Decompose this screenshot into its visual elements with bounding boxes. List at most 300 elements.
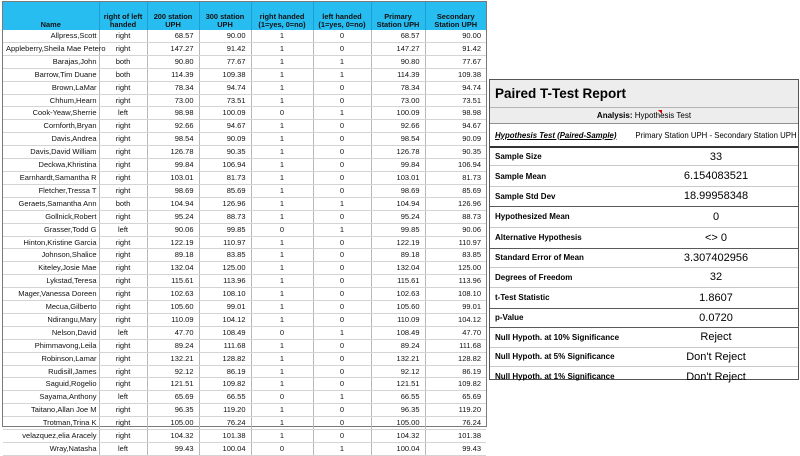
cell-name[interactable]: velazquez,elia Aracely: [3, 430, 99, 443]
cell-secondary-station-uph[interactable]: 126.96: [425, 197, 486, 210]
col-header-left-handed[interactable]: left handed (1=yes, 0=no): [313, 2, 371, 30]
cell-right-handed[interactable]: 0: [251, 326, 313, 339]
cell-handedness[interactable]: left: [99, 107, 147, 120]
cell-200-station-uph[interactable]: 103.01: [147, 171, 199, 184]
cell-200-station-uph[interactable]: 98.69: [147, 184, 199, 197]
cell-right-handed[interactable]: 1: [251, 94, 313, 107]
cell-primary-station-uph[interactable]: 114.39: [371, 68, 425, 81]
cell-handedness[interactable]: right: [99, 146, 147, 159]
cell-right-handed[interactable]: 1: [251, 68, 313, 81]
table-row: [3, 107, 486, 120]
report-row-null-5pct: [490, 348, 798, 368]
cell-right-handed[interactable]: 1: [251, 288, 313, 301]
cell-right-handed[interactable]: 0: [251, 107, 313, 120]
cell-primary-station-uph[interactable]: 105.00: [371, 417, 425, 430]
cell-secondary-station-uph[interactable]: 110.97: [425, 236, 486, 249]
cell-handedness[interactable]: right: [99, 81, 147, 94]
cell-primary-station-uph[interactable]: 92.12: [371, 365, 425, 378]
cell-name[interactable]: Trotman,Trina K: [3, 417, 99, 430]
cell-right-handed[interactable]: 1: [251, 197, 313, 210]
report-row-value[interactable]: 33: [709, 150, 723, 163]
cell-handedness[interactable]: right: [99, 236, 147, 249]
cell-primary-station-uph[interactable]: 89.18: [371, 249, 425, 262]
cell-secondary-station-uph[interactable]: 111.68: [425, 339, 486, 352]
cell-left-handed[interactable]: 0: [313, 171, 371, 184]
cell-left-handed[interactable]: 0: [313, 159, 371, 172]
cell-handedness[interactable]: right: [99, 417, 147, 430]
cell-secondary-station-uph[interactable]: 90.06: [425, 223, 486, 236]
cell-200-station-uph[interactable]: 73.00: [147, 94, 199, 107]
cell-300-station-uph[interactable]: 104.12: [199, 313, 251, 326]
cell-200-station-uph[interactable]: 115.61: [147, 275, 199, 288]
cell-right-handed[interactable]: 0: [251, 223, 313, 236]
cell-right-handed[interactable]: 1: [251, 184, 313, 197]
cell-secondary-station-uph[interactable]: 113.96: [425, 275, 486, 288]
cell-200-station-uph[interactable]: 132.21: [147, 352, 199, 365]
table-row: [3, 288, 486, 301]
cell-200-station-uph[interactable]: 96.35: [147, 404, 199, 417]
report-row-sample-size: [490, 148, 798, 166]
cell-name[interactable]: Johnson,Shalice: [3, 249, 99, 262]
report-row-value[interactable]: 6.154083521: [683, 170, 749, 182]
cell-300-station-uph[interactable]: 108.49: [199, 326, 251, 339]
cell-name[interactable]: Chhum,Hearn: [3, 94, 99, 107]
cell-300-station-uph[interactable]: 81.73: [199, 171, 251, 184]
cell-handedness[interactable]: both: [99, 68, 147, 81]
col-header-primary-station-uph[interactable]: Primary Station UPH: [371, 2, 425, 30]
cell-handedness[interactable]: right: [99, 94, 147, 107]
cell-primary-station-uph[interactable]: 100.09: [371, 107, 425, 120]
cell-300-station-uph[interactable]: 110.97: [199, 236, 251, 249]
cell-right-handed[interactable]: 0: [251, 443, 313, 456]
cell-200-station-uph[interactable]: 104.32: [147, 430, 199, 443]
cell-200-station-uph[interactable]: 92.12: [147, 365, 199, 378]
cell-200-station-uph[interactable]: 110.09: [147, 313, 199, 326]
cell-name[interactable]: Phimmavong,Leila: [3, 339, 99, 352]
col-header-name[interactable]: Name: [3, 2, 99, 30]
cell-200-station-uph[interactable]: 102.63: [147, 288, 199, 301]
cell-secondary-station-uph[interactable]: 104.12: [425, 313, 486, 326]
cell-right-handed[interactable]: 1: [251, 378, 313, 391]
cell-secondary-station-uph[interactable]: 86.19: [425, 365, 486, 378]
cell-secondary-station-uph[interactable]: 99.01: [425, 301, 486, 314]
cell-secondary-station-uph[interactable]: 88.73: [425, 210, 486, 223]
analysis-value[interactable]: Hypothesis Test: [634, 111, 692, 120]
cell-handedness[interactable]: right: [99, 133, 147, 146]
cell-left-handed[interactable]: 0: [313, 94, 371, 107]
cell-right-handed[interactable]: 1: [251, 120, 313, 133]
cell-left-handed[interactable]: 1: [313, 107, 371, 120]
cell-secondary-station-uph[interactable]: 65.69: [425, 391, 486, 404]
table-row: [3, 210, 486, 223]
cell-handedness[interactable]: right: [99, 404, 147, 417]
cell-handedness[interactable]: right: [99, 365, 147, 378]
cell-secondary-station-uph[interactable]: 90.09: [425, 133, 486, 146]
cell-handedness[interactable]: left: [99, 391, 147, 404]
cell-left-handed[interactable]: 0: [313, 288, 371, 301]
cell-secondary-station-uph[interactable]: 77.67: [425, 55, 486, 68]
cell-300-station-uph[interactable]: 91.42: [199, 42, 251, 55]
header-value[interactable]: Primary Station UPH - Secondary Station UPH: [635, 130, 797, 140]
cell-200-station-uph[interactable]: 98.54: [147, 133, 199, 146]
cell-300-station-uph[interactable]: 108.10: [199, 288, 251, 301]
cell-200-station-uph[interactable]: 105.00: [147, 417, 199, 430]
cell-200-station-uph[interactable]: 104.94: [147, 197, 199, 210]
cell-right-handed[interactable]: 1: [251, 133, 313, 146]
cell-name[interactable]: Mager,Vanessa Doreen: [3, 288, 99, 301]
cell-right-handed[interactable]: 1: [251, 210, 313, 223]
cell-primary-station-uph[interactable]: 89.24: [371, 339, 425, 352]
cell-handedness[interactable]: right: [99, 42, 147, 55]
cell-primary-station-uph[interactable]: 108.49: [371, 326, 425, 339]
cell-right-handed[interactable]: 1: [251, 249, 313, 262]
col-header-right-handed[interactable]: right handed (1=yes, 0=no): [251, 2, 313, 30]
cell-primary-station-uph[interactable]: 104.32: [371, 430, 425, 443]
cell-name[interactable]: Wray,Natasha: [3, 443, 99, 456]
cell-200-station-uph[interactable]: 90.06: [147, 223, 199, 236]
cell-handedness[interactable]: right: [99, 171, 147, 184]
cell-right-handed[interactable]: 1: [251, 42, 313, 55]
cell-primary-station-uph[interactable]: 68.57: [371, 30, 425, 42]
cell-200-station-uph[interactable]: 68.57: [147, 30, 199, 42]
cell-secondary-station-uph[interactable]: 109.82: [425, 378, 486, 391]
cell-left-handed[interactable]: 1: [313, 443, 371, 456]
cell-handedness[interactable]: right: [99, 301, 147, 314]
report-row-label: Standard Error of Mean: [495, 253, 584, 263]
cell-primary-station-uph[interactable]: 121.51: [371, 378, 425, 391]
cell-primary-station-uph[interactable]: 100.04: [371, 443, 425, 456]
cell-primary-station-uph[interactable]: 90.80: [371, 55, 425, 68]
cell-right-handed[interactable]: 1: [251, 171, 313, 184]
cell-right-handed[interactable]: 1: [251, 301, 313, 314]
cell-left-handed[interactable]: 1: [313, 68, 371, 81]
cell-right-handed[interactable]: 1: [251, 430, 313, 443]
cell-left-handed[interactable]: 0: [313, 236, 371, 249]
cell-primary-station-uph[interactable]: 147.27: [371, 42, 425, 55]
cell-primary-station-uph[interactable]: 78.34: [371, 81, 425, 94]
cell-name[interactable]: Gollnick,Robert: [3, 210, 99, 223]
cell-handedness[interactable]: left: [99, 443, 147, 456]
cell-300-station-uph[interactable]: 94.74: [199, 81, 251, 94]
cell-200-station-uph[interactable]: 92.66: [147, 120, 199, 133]
cell-left-handed[interactable]: 0: [313, 30, 371, 42]
cell-primary-station-uph[interactable]: 92.66: [371, 120, 425, 133]
cell-primary-station-uph[interactable]: 132.04: [371, 262, 425, 275]
cell-primary-station-uph[interactable]: 122.19: [371, 236, 425, 249]
cell-name[interactable]: Davis,Andrea: [3, 133, 99, 146]
cell-name[interactable]: Sayama,Anthony: [3, 391, 99, 404]
cell-left-handed[interactable]: 0: [313, 417, 371, 430]
cell-left-handed[interactable]: 1: [313, 391, 371, 404]
cell-secondary-station-uph[interactable]: 85.69: [425, 184, 486, 197]
report-row-value[interactable]: 3.307402956: [683, 251, 749, 264]
cell-name[interactable]: Robinson,Lamar: [3, 352, 99, 365]
cell-handedness[interactable]: right: [99, 184, 147, 197]
cell-right-handed[interactable]: 1: [251, 352, 313, 365]
cell-300-station-uph[interactable]: 90.35: [199, 146, 251, 159]
report-row-value[interactable]: <> 0: [704, 231, 728, 244]
cell-primary-station-uph[interactable]: 98.54: [371, 133, 425, 146]
cell-primary-station-uph[interactable]: 132.21: [371, 352, 425, 365]
table-row: [3, 443, 486, 456]
cell-primary-station-uph[interactable]: 105.60: [371, 301, 425, 314]
cell-primary-station-uph[interactable]: 96.35: [371, 404, 425, 417]
cell-left-handed[interactable]: 0: [313, 365, 371, 378]
table-row: [3, 30, 486, 42]
cell-300-station-uph[interactable]: 111.68: [199, 339, 251, 352]
cell-200-station-uph[interactable]: 99.84: [147, 159, 199, 172]
cell-name[interactable]: Earnhardt,Samantha R: [3, 171, 99, 184]
cell-200-station-uph[interactable]: 99.43: [147, 443, 199, 456]
cell-300-station-uph[interactable]: 90.00: [199, 30, 251, 42]
cell-name[interactable]: Appleberry,Sheila Mae Petero: [3, 42, 99, 55]
cell-300-station-uph[interactable]: 128.82: [199, 352, 251, 365]
cell-left-handed[interactable]: 1: [313, 197, 371, 210]
cell-300-station-uph[interactable]: 100.09: [199, 107, 251, 120]
cell-handedness[interactable]: right: [99, 339, 147, 352]
cell-right-handed[interactable]: 1: [251, 275, 313, 288]
cell-300-station-uph[interactable]: 106.94: [199, 159, 251, 172]
report-title: Paired T-Test Report: [490, 80, 798, 108]
table-row: [3, 301, 486, 314]
cell-300-station-uph[interactable]: 66.55: [199, 391, 251, 404]
cell-left-handed[interactable]: 0: [313, 275, 371, 288]
cell-left-handed[interactable]: 1: [313, 223, 371, 236]
cell-secondary-station-uph[interactable]: 73.51: [425, 94, 486, 107]
cell-secondary-station-uph[interactable]: 101.38: [425, 430, 486, 443]
cell-handedness[interactable]: right: [99, 210, 147, 223]
cell-left-handed[interactable]: 0: [313, 339, 371, 352]
cell-200-station-uph[interactable]: 122.19: [147, 236, 199, 249]
cell-name[interactable]: Davis,David William: [3, 146, 99, 159]
cell-primary-station-uph[interactable]: 99.85: [371, 223, 425, 236]
cell-left-handed[interactable]: 0: [313, 249, 371, 262]
cell-secondary-station-uph[interactable]: 90.35: [425, 146, 486, 159]
cell-secondary-station-uph[interactable]: 106.94: [425, 159, 486, 172]
cell-handedness[interactable]: left: [99, 326, 147, 339]
cell-name[interactable]: Brown,LaMar: [3, 81, 99, 94]
cell-name[interactable]: Rudisill,James: [3, 365, 99, 378]
cell-name[interactable]: Fletcher,Tressa T: [3, 184, 99, 197]
cell-right-handed[interactable]: 1: [251, 417, 313, 430]
cell-300-station-uph[interactable]: 85.69: [199, 184, 251, 197]
report-row-value[interactable]: 0: [712, 210, 720, 223]
cell-200-station-uph[interactable]: 105.60: [147, 301, 199, 314]
cell-right-handed[interactable]: 1: [251, 339, 313, 352]
cell-name[interactable]: Grasser,Todd G: [3, 223, 99, 236]
report-row-value[interactable]: 1.8607: [699, 291, 733, 304]
table-row: [3, 159, 486, 172]
cell-secondary-station-uph[interactable]: 83.85: [425, 249, 486, 262]
cell-300-station-uph[interactable]: 77.67: [199, 55, 251, 68]
cell-name[interactable]: Kiteley,Josie Mae: [3, 262, 99, 275]
cell-handedness[interactable]: both: [99, 197, 147, 210]
cell-200-station-uph[interactable]: 89.18: [147, 249, 199, 262]
cell-secondary-station-uph[interactable]: 94.74: [425, 81, 486, 94]
col-header-secondary-station-uph[interactable]: Secondary Station UPH: [425, 2, 486, 30]
cell-secondary-station-uph[interactable]: 99.43: [425, 443, 486, 456]
cell-200-station-uph[interactable]: 95.24: [147, 210, 199, 223]
cell-left-handed[interactable]: 0: [313, 313, 371, 326]
cell-handedness[interactable]: right: [99, 120, 147, 133]
col-header-200-station-uph[interactable]: 200 station UPH: [147, 2, 199, 30]
cell-200-station-uph[interactable]: 121.51: [147, 378, 199, 391]
cell-handedness[interactable]: right: [99, 275, 147, 288]
cell-300-station-uph[interactable]: 73.51: [199, 94, 251, 107]
cell-200-station-uph[interactable]: 47.70: [147, 326, 199, 339]
cell-left-handed[interactable]: 0: [313, 378, 371, 391]
cell-handedness[interactable]: right: [99, 262, 147, 275]
report-row-value[interactable]: 0.0720: [699, 311, 733, 324]
report-row-value[interactable]: 18.99958348: [683, 190, 749, 203]
cell-300-station-uph[interactable]: 99.85: [199, 223, 251, 236]
cell-primary-station-uph[interactable]: 126.78: [371, 146, 425, 159]
cell-name[interactable]: Saguid,Rogelio: [3, 378, 99, 391]
cell-left-handed[interactable]: 0: [313, 430, 371, 443]
cell-right-handed[interactable]: 0: [251, 391, 313, 404]
comment-flag-icon[interactable]: [658, 110, 662, 114]
cell-secondary-station-uph[interactable]: 125.00: [425, 262, 486, 275]
cell-primary-station-uph[interactable]: 103.01: [371, 171, 425, 184]
cell-handedness[interactable]: right: [99, 30, 147, 42]
report-row-value[interactable]: Don't Reject: [686, 350, 746, 363]
cell-300-station-uph[interactable]: 126.96: [199, 197, 251, 210]
cell-right-handed[interactable]: 1: [251, 365, 313, 378]
cell-primary-station-uph[interactable]: 66.55: [371, 391, 425, 404]
cell-right-handed[interactable]: 1: [251, 313, 313, 326]
col-header-300-station-uph[interactable]: 300 station UPH: [199, 2, 251, 30]
cell-secondary-station-uph[interactable]: 81.73: [425, 171, 486, 184]
cell-200-station-uph[interactable]: 89.24: [147, 339, 199, 352]
cell-secondary-station-uph[interactable]: 47.70: [425, 326, 486, 339]
cell-300-station-uph[interactable]: 99.01: [199, 301, 251, 314]
cell-left-handed[interactable]: 1: [313, 55, 371, 68]
cell-handedness[interactable]: right: [99, 430, 147, 443]
table-row: [3, 326, 486, 339]
cell-left-handed[interactable]: 0: [313, 184, 371, 197]
cell-secondary-station-uph[interactable]: 109.38: [425, 68, 486, 81]
cell-secondary-station-uph[interactable]: 90.00: [425, 30, 486, 42]
cell-name[interactable]: Hinton,Kristine Garcia: [3, 236, 99, 249]
cell-primary-station-uph[interactable]: 98.69: [371, 184, 425, 197]
cell-300-station-uph[interactable]: 119.20: [199, 404, 251, 417]
cell-right-handed[interactable]: 1: [251, 81, 313, 94]
cell-300-station-uph[interactable]: 109.38: [199, 68, 251, 81]
cell-200-station-uph[interactable]: 90.80: [147, 55, 199, 68]
cell-right-handed[interactable]: 1: [251, 146, 313, 159]
cell-handedness[interactable]: right: [99, 313, 147, 326]
cell-handedness[interactable]: right: [99, 249, 147, 262]
col-header-handedness[interactable]: right of left handed: [99, 2, 147, 30]
cell-secondary-station-uph[interactable]: 108.10: [425, 288, 486, 301]
cell-secondary-station-uph[interactable]: 76.24: [425, 417, 486, 430]
cell-300-station-uph[interactable]: 94.67: [199, 120, 251, 133]
cell-right-handed[interactable]: 1: [251, 159, 313, 172]
cell-primary-station-uph[interactable]: 110.09: [371, 313, 425, 326]
cell-name[interactable]: Lykstad,Teresa: [3, 275, 99, 288]
cell-secondary-station-uph[interactable]: 119.20: [425, 404, 486, 417]
table-row: [3, 339, 486, 352]
cell-left-handed[interactable]: 0: [313, 210, 371, 223]
cell-handedness[interactable]: right: [99, 378, 147, 391]
cell-300-station-uph[interactable]: 125.00: [199, 262, 251, 275]
report-row-value[interactable]: Don't Reject: [686, 370, 746, 383]
cell-200-station-uph[interactable]: 114.39: [147, 68, 199, 81]
cell-200-station-uph[interactable]: 98.98: [147, 107, 199, 120]
cell-handedness[interactable]: right: [99, 288, 147, 301]
cell-right-handed[interactable]: 1: [251, 236, 313, 249]
cell-name[interactable]: Allpress,Scott: [3, 30, 99, 42]
cell-200-station-uph[interactable]: 78.34: [147, 81, 199, 94]
cell-200-station-uph[interactable]: 126.78: [147, 146, 199, 159]
cell-200-station-uph[interactable]: 132.04: [147, 262, 199, 275]
cell-300-station-uph[interactable]: 100.04: [199, 443, 251, 456]
cell-right-handed[interactable]: 1: [251, 404, 313, 417]
cell-primary-station-uph[interactable]: 115.61: [371, 275, 425, 288]
cell-handedness[interactable]: both: [99, 55, 147, 68]
cell-handedness[interactable]: right: [99, 352, 147, 365]
cell-left-handed[interactable]: 0: [313, 81, 371, 94]
cell-name[interactable]: Deckwa,Khristina: [3, 159, 99, 172]
cell-name[interactable]: Mecua,Gilberto: [3, 301, 99, 314]
cell-right-handed[interactable]: 1: [251, 262, 313, 275]
cell-name[interactable]: Nelson,David: [3, 326, 99, 339]
cell-handedness[interactable]: left: [99, 223, 147, 236]
cell-primary-station-uph[interactable]: 99.84: [371, 159, 425, 172]
cell-name[interactable]: Cook-Yeaw,Sherrie: [3, 107, 99, 120]
cell-left-handed[interactable]: 0: [313, 42, 371, 55]
cell-name[interactable]: Taitano,Allan Joe M: [3, 404, 99, 417]
cell-300-station-uph[interactable]: 88.73: [199, 210, 251, 223]
cell-300-station-uph[interactable]: 101.38: [199, 430, 251, 443]
cell-name[interactable]: Ndirangu,Mary: [3, 313, 99, 326]
cell-name[interactable]: Geraets,Samantha Ann: [3, 197, 99, 210]
cell-primary-station-uph[interactable]: 102.63: [371, 288, 425, 301]
cell-name[interactable]: Barajas,John: [3, 55, 99, 68]
cell-handedness[interactable]: right: [99, 159, 147, 172]
report-row-value[interactable]: Reject: [700, 331, 732, 344]
cell-200-station-uph[interactable]: 147.27: [147, 42, 199, 55]
cell-left-handed[interactable]: 0: [313, 404, 371, 417]
cell-300-station-uph[interactable]: 113.96: [199, 275, 251, 288]
cell-secondary-station-uph[interactable]: 98.98: [425, 107, 486, 120]
cell-right-handed[interactable]: 1: [251, 55, 313, 68]
cell-left-handed[interactable]: 0: [313, 146, 371, 159]
report-row-value[interactable]: 32: [709, 271, 723, 284]
cell-300-station-uph[interactable]: 83.85: [199, 249, 251, 262]
cell-secondary-station-uph[interactable]: 128.82: [425, 352, 486, 365]
cell-left-handed[interactable]: 0: [313, 120, 371, 133]
cell-left-handed[interactable]: 1: [313, 326, 371, 339]
cell-secondary-station-uph[interactable]: 94.67: [425, 120, 486, 133]
cell-200-station-uph[interactable]: 65.69: [147, 391, 199, 404]
cell-left-handed[interactable]: 0: [313, 133, 371, 146]
cell-300-station-uph[interactable]: 76.24: [199, 417, 251, 430]
cell-secondary-station-uph[interactable]: 91.42: [425, 42, 486, 55]
cell-300-station-uph[interactable]: 109.82: [199, 378, 251, 391]
cell-left-handed[interactable]: 0: [313, 301, 371, 314]
cell-left-handed[interactable]: 0: [313, 352, 371, 365]
cell-primary-station-uph[interactable]: 73.00: [371, 94, 425, 107]
cell-name[interactable]: Cornforth,Bryan: [3, 120, 99, 133]
cell-right-handed[interactable]: 1: [251, 30, 313, 42]
cell-primary-station-uph[interactable]: 95.24: [371, 210, 425, 223]
cell-left-handed[interactable]: 0: [313, 262, 371, 275]
cell-300-station-uph[interactable]: 86.19: [199, 365, 251, 378]
cell-name[interactable]: Barrow,Tim Duane: [3, 68, 99, 81]
cell-primary-station-uph[interactable]: 104.94: [371, 197, 425, 210]
cell-300-station-uph[interactable]: 90.09: [199, 133, 251, 146]
